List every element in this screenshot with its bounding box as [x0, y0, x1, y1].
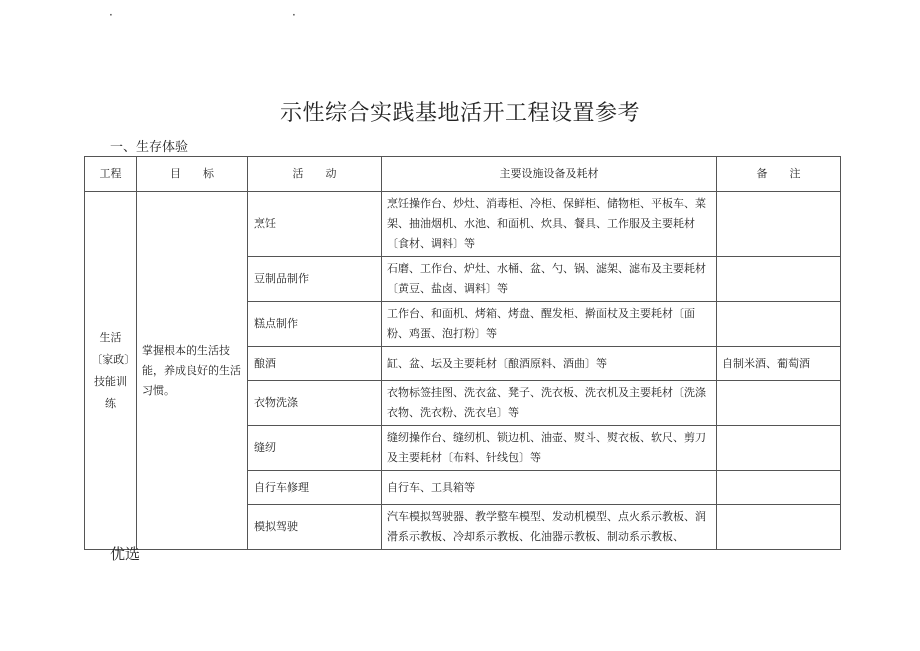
remark-cell — [717, 381, 841, 426]
activity-cell: 自行车修理 — [248, 471, 382, 505]
section-heading: 一、生存体验 — [110, 140, 189, 155]
header-remark: 备 注 — [717, 157, 841, 192]
equipment-cell: 烹饪操作台、炒灶、消毒柜、冷柜、保鲜柜、储物柜、平板车、菜架、抽油烟机、水池、和面机、炊具、餐具、工作服及主要耗材〔食材、调料〕等 — [382, 192, 717, 257]
header-activity: 活 动 — [248, 157, 382, 192]
remark-cell — [717, 257, 841, 302]
equipment-cell: 石磨、工作台、炉灶、水桶、盆、勺、锅、滤架、滤布及主要耗材〔黄豆、盐卤、调料〕等 — [382, 257, 717, 302]
activity-cell: 模拟驾驶 — [248, 505, 382, 550]
header-goal: 目 标 — [137, 157, 248, 192]
header-equipment: 主要设施设备及耗材 — [382, 157, 717, 192]
remark-cell — [717, 505, 841, 550]
equipment-cell: 衣物标签挂图、洗衣盆、凳子、洗衣板、洗衣机及主要耗材〔洗涤衣物、洗衣粉、洗衣皂〕等 — [382, 381, 717, 426]
activity-cell: 酿酒 — [248, 347, 382, 381]
remark-cell — [717, 192, 841, 257]
equipment-cell: 缝纫操作台、缝纫机、锁边机、油壶、熨斗、熨衣板、软尺、剪刀及主要耗材〔布料、针线包〕等 — [382, 426, 717, 471]
page-dot-right: · — [292, 8, 296, 22]
activity-cell: 衣物洗涤 — [248, 381, 382, 426]
activity-cell: 豆制品制作 — [248, 257, 382, 302]
equipment-cell: 汽车模拟驾驶器、教学整车模型、发动机模型、点火系示教板、润滑系示教板、冷却系示教板、化油器示教板、制动系示教板、 — [382, 505, 717, 550]
equipment-cell: 缸、盆、坛及主要耗材〔酿酒原料、酒曲〕等 — [382, 347, 717, 381]
equipment-cell: 工作台、和面机、烤箱、烤盘、醒发柜、擀面杖及主要耗材〔面粉、鸡蛋、泡打粉〕等 — [382, 302, 717, 347]
activity-cell: 糕点制作 — [248, 302, 382, 347]
activity-cell: 缝纫 — [248, 426, 382, 471]
remark-cell: 自制米酒、葡萄酒 — [717, 347, 841, 381]
footer-label: 优选 — [110, 545, 141, 563]
table-header-row — [85, 157, 841, 192]
remark-cell — [717, 471, 841, 505]
page-dot-left: · — [109, 8, 113, 22]
category-cell: 生活〔家政〕技能训练 — [85, 192, 137, 550]
remark-cell — [717, 302, 841, 347]
remark-cell — [717, 426, 841, 471]
header-project: 工程 — [85, 157, 137, 192]
facility-table — [84, 156, 841, 550]
table-row — [85, 192, 841, 257]
document-title: 示性综合实践基地活开工程设置参考 — [279, 101, 640, 126]
activity-cell: 烹饪 — [248, 192, 382, 257]
equipment-cell: 自行车、工具箱等 — [382, 471, 717, 505]
goal-cell: 掌握根本的生活技能，养成良好的生活习惯。 — [137, 192, 248, 550]
